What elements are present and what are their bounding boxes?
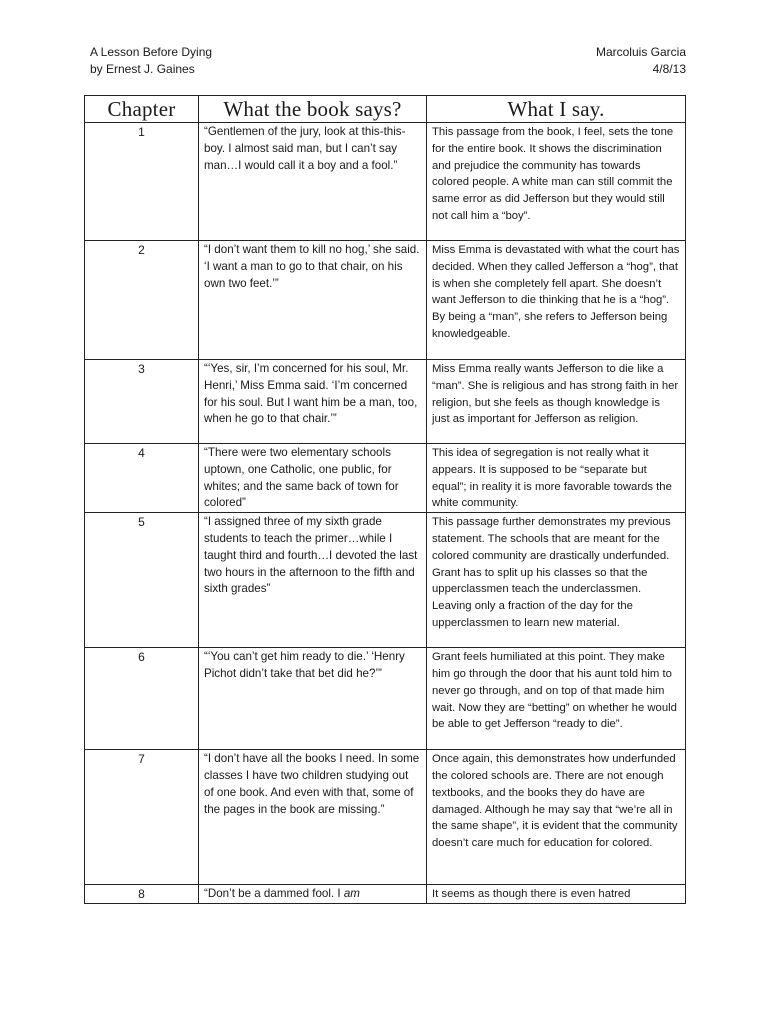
student-response: Grant feels humiliated at this point. They make him go through the door that his aunt told him to never go through, and on top of that made him wait. Now they are “betting” on whether he would be able to get Jefferson “ready to die”. [427,648,686,750]
reading-notes-table [84,95,686,904]
table-row [85,444,686,513]
quote-emphasis: am [343,887,360,901]
chapter-number: 8 [85,885,199,904]
student-response: It seems as though there is even hatred [427,885,686,904]
book-quote: “I don’t want them to kill no hog,’ she said. ‘I want a man to go to that chair, on his own two feet.’” [199,241,427,360]
chapter-number: 4 [85,444,199,513]
table-row [85,885,686,904]
book-quote: “There were two elementary schools uptown, one Catholic, one public, for whites; and the same back of town for colored” [199,444,427,513]
column-header-chapter: Chapter [85,96,199,123]
student-response: This idea of segregation is not really what it appears. It is supposed to be “separate but equal”; in reality it is more favorable towards the white community. [427,444,686,513]
chapter-number: 1 [85,123,199,241]
book-title: A Lesson Before Dying [90,45,213,59]
table-row [85,241,686,360]
column-header-book-says: What the book says? [199,96,427,123]
student-response: This passage from the book, I feel, sets the tone for the entire book. It shows the discrimination and prejudice the community has towards colored people. A white man can still commit the same error as did Jefferson but they would still not call him a “boy”. [427,123,686,241]
date: 4/8/13 [652,62,686,76]
student-response: Miss Emma is devastated with what the court has decided. When they called Jefferson a “hog”, that is when she completely fell apart. She doesn’t want Jefferson to die thinking that he is a “hog”. By being a “man”, she refers to Jefferson being knowledgeable. [427,241,686,360]
chapter-number: 5 [85,513,199,648]
table-row [85,123,686,241]
table-row [85,750,686,885]
book-quote: “‘You can’t get him ready to die.’ ‘Henry Pichot didn’t take that bet did he?’” [199,648,427,750]
student-response: Once again, this demonstrates how underfunded the colored schools are. There are not enough textbooks, and the books they do have are damaged. Although he may say that “we’re all in the same shape”, it is evident that the community doesn’t care much for education for colored. [427,750,686,885]
book-quote [199,885,427,904]
table-header-row [85,96,686,123]
book-quote: “I don’t have all the books I need. In some classes I have two children studying out of one book. And even with that, some of the pages in the book are missing.” [199,750,427,885]
chapter-number: 6 [85,648,199,750]
page-header [90,44,686,78]
student-name: Marcoluis Garcia [595,45,686,59]
quote-text: “Don’t be a dammed fool. I [204,887,344,901]
book-quote: “‘Yes, sir, I’m concerned for his soul, Mr. Henri,’ Miss Emma said. ‘I’m concerned for his soul. But I want him be a man, too, when he go to that chair.’” [199,360,427,444]
chapter-number: 2 [85,241,199,360]
book-quote: “I assigned three of my sixth grade students to teach the primer…while I taught third and fourth…I devoted the last two hours in the afternoon to the fifth and sixth grades” [199,513,427,648]
table-row [85,648,686,750]
chapter-number: 7 [85,750,199,885]
table-row [85,360,686,444]
student-response: Miss Emma really wants Jefferson to die like a “man”. She is religious and has strong faith in her religion, but she feels as though knowledge is just as important for Jefferson as religion. [427,360,686,444]
student-response: This passage further demonstrates my previous statement. The schools that are meant for the colored community are drastically underfunded. Grant has to split up his classes so that the upperclassmen teach the underclassmen. Leaving only a fraction of the day for the upperclassmen to learn new material. [427,513,686,648]
chapter-number: 3 [85,360,199,444]
book-quote: “Gentlemen of the jury, look at this-this-boy. I almost said man, but I can’t say man…I would call it a boy and a fool.” [199,123,427,241]
column-header-i-say: What I say. [427,96,686,123]
table-row [85,513,686,648]
author-line: by Ernest J. Gaines [90,62,195,76]
